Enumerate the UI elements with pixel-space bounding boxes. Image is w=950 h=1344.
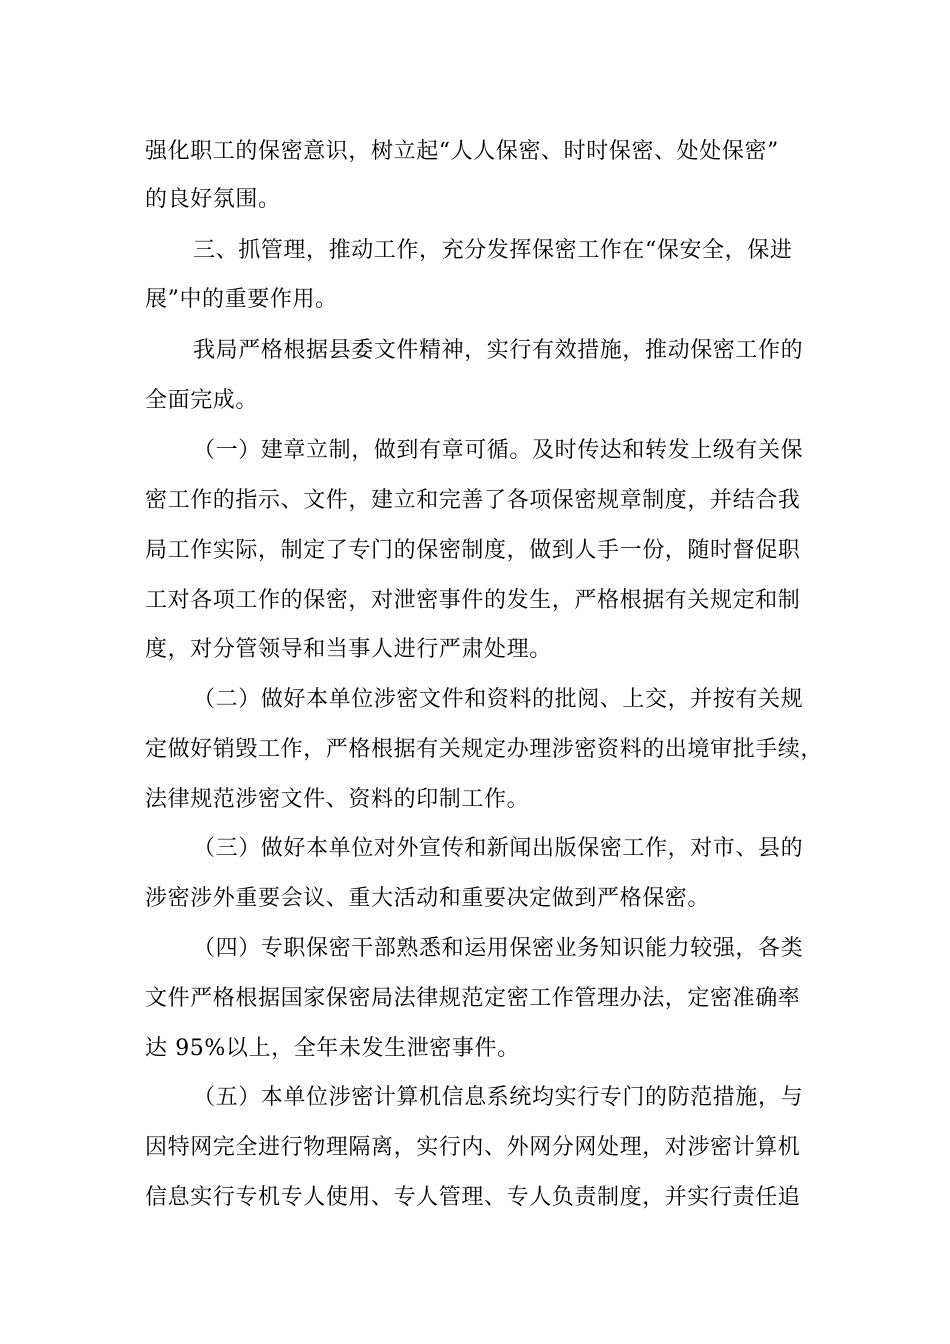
text-line: 文件严格根据国家保密局法律规范定密工作管理办法，定密准确率 — [145, 986, 801, 1011]
text-line: 涉密涉外重要会议、重大活动和重要决定做到严格保密。 — [145, 886, 711, 911]
text-line: （三）做好本单位对外宣传和新闻出版保密工作，对市、县的 — [193, 836, 804, 861]
text-line: （一）建章立制，做到有章可循。及时传达和转发上级有关保 — [193, 438, 804, 463]
text-line: 我局严格根据县委文件精神，实行有效措施，推动保密工作的 — [193, 338, 804, 363]
text-line: 法律规范涉密文件、资料的印制工作。 — [145, 787, 530, 812]
text-line: 工对各项工作的保密，对泄密事件的发生，严格根据有关规定和制 — [145, 588, 801, 613]
section-heading: 三、抓管理，推动工作，充分发挥保密工作在“保安全，保进 — [193, 238, 793, 263]
text-line: 全面完成。 — [145, 388, 259, 413]
text-line: 强化职工的保密意识，树立起“人人保密、时时保密、处处保密” — [145, 139, 779, 164]
text-line: 信息实行专机专人使用、专人管理、专人负责制度，并实行责任追 — [145, 1185, 801, 1210]
text-line: 定做好销毁工作，严格根据有关规定办理涉密资料的出境审批手续， — [145, 737, 824, 762]
text-line: 局工作实际，制定了专门的保密制度，做到人手一份，随时督促职 — [145, 538, 801, 563]
text-line: （五）本单位涉密计算机信息系统均实行专门的防范措施，与 — [193, 1085, 804, 1110]
text-line: 密工作的指示、文件，建立和完善了各项保密规章制度，并结合我 — [145, 488, 801, 513]
text-line: （二）做好本单位涉密文件和资料的批阅、上交，并按有关规 — [193, 687, 804, 712]
text-line: 度，对分管领导和当事人进行严肃处理。 — [145, 637, 552, 662]
text-line: 的良好氛围。 — [145, 187, 281, 212]
text-line: 因特网完全进行物理隔离，实行内、外网分网处理，对涉密计算机 — [145, 1135, 801, 1160]
text-line: 达 95%以上，全年未发生泄密事件。 — [145, 1036, 520, 1061]
text-line: （四）专职保密干部熟悉和运用保密业务知识能力较强，各类 — [193, 936, 804, 961]
text-line: 展”中的重要作用。 — [145, 287, 338, 312]
